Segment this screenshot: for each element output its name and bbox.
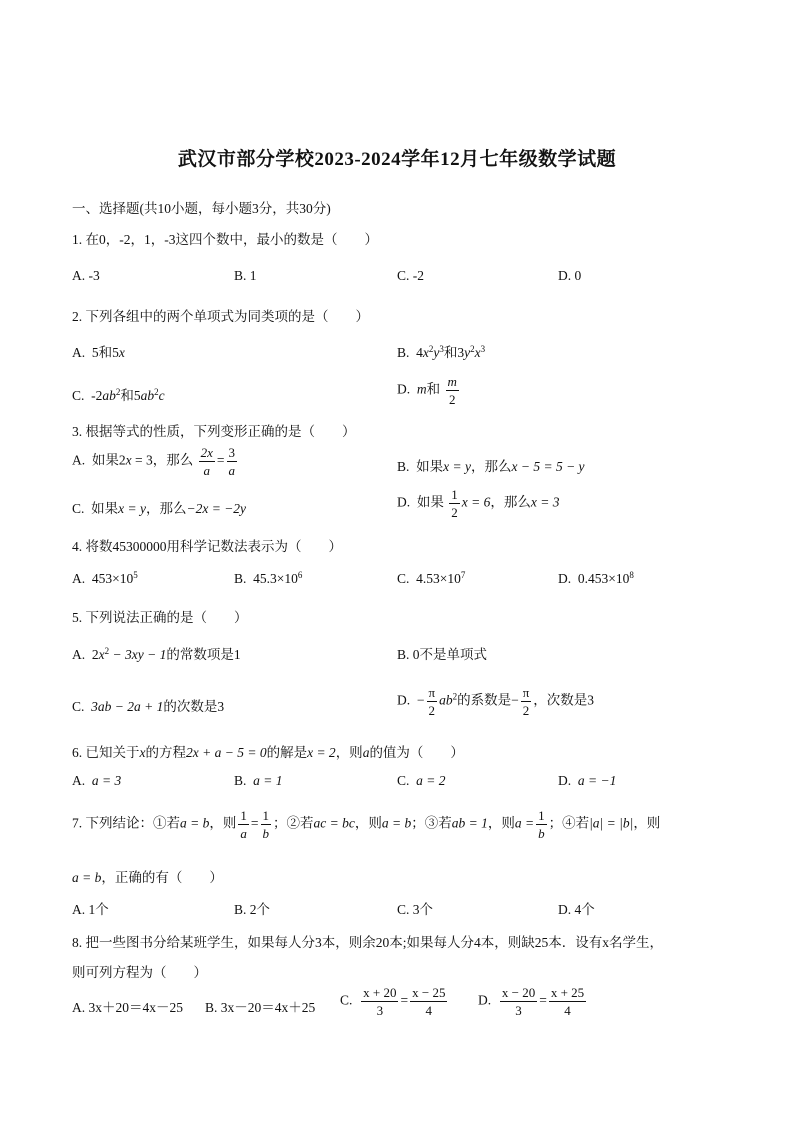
q8-option-c [340, 986, 449, 1017]
fraction [549, 986, 586, 1017]
option-text: 和5 [120, 388, 141, 403]
math-expr: 2x + a − 5 = 0 [186, 745, 267, 760]
math-exp: 2 [452, 691, 458, 702]
question-7-stem [72, 809, 660, 840]
numerator: 1 [451, 487, 458, 502]
q8-option-a: A. 3x＋20＝4x－25 [72, 1000, 183, 1015]
fraction [449, 488, 460, 519]
denominator: 4 [425, 1003, 433, 1018]
q6-option-c [397, 773, 446, 789]
option-text: 的系数是− [457, 692, 519, 708]
math-var: ab [102, 388, 116, 403]
option-label: A. [72, 647, 86, 662]
numerator: x + 25 [550, 985, 585, 1000]
question-4-stem: 4. 将数45300000用科学记数法表示为（ ） [72, 539, 342, 554]
q6-option-a [72, 773, 121, 789]
option-text: 的次数是3 [163, 699, 225, 714]
numerator: 1 [538, 808, 545, 823]
q1-option-a: A. -3 [72, 268, 100, 283]
option-label: A. [72, 571, 86, 586]
math-expr: ac = bc [313, 815, 355, 831]
fraction [521, 686, 532, 717]
fraction [227, 446, 238, 477]
q4-option-b [234, 571, 302, 587]
math-expr: 453×10 [91, 571, 134, 586]
math-exp: 3 [480, 344, 486, 354]
option-label: D. [397, 381, 411, 397]
q3-option-b [397, 455, 585, 475]
denominator: a [240, 826, 247, 841]
denominator: b [538, 826, 545, 841]
math-expr: 0.453×10 [577, 571, 630, 586]
option-label: D. [558, 773, 572, 788]
math-expr: a = 3 [91, 773, 122, 788]
option-label: D. [478, 992, 492, 1008]
math-expr: 3ab − 2a + 1 [91, 699, 164, 714]
math-expr: a = −1 [577, 773, 617, 788]
denominator: 2 [451, 505, 458, 520]
math-exp: 5 [133, 570, 138, 580]
option-text: = 3，那么 [135, 452, 194, 468]
q7-option-d: D. 4个 [558, 902, 595, 917]
option-label: C. [72, 388, 85, 403]
q5-option-b: B. 0不是单项式 [397, 647, 488, 662]
q6-option-b [234, 773, 283, 789]
option-label: C. [72, 699, 85, 714]
section-heading: 一、选择题(共10小题，每小题3分，共30分) [72, 201, 331, 216]
math-op: = [400, 992, 409, 1008]
option-text: 如果 [416, 459, 444, 474]
option-text: 如果 [91, 501, 119, 516]
math-expr: a = 1 [253, 773, 283, 788]
fraction [500, 986, 537, 1017]
option-label: D. [558, 571, 572, 586]
math-op: = [539, 992, 547, 1008]
q2-option-d [397, 375, 461, 406]
question-5-stem: 5. 下列说法正确的是（ ） [72, 610, 248, 625]
math-expr: −2x = −2y [186, 501, 247, 516]
stem-text: ，正确的有（ ） [101, 870, 223, 885]
option-label: A. [72, 345, 86, 360]
q3-option-c [72, 497, 246, 517]
fraction [446, 375, 459, 406]
option-text: ，次数是3 [533, 692, 595, 708]
q5-option-c [72, 695, 224, 715]
math-exp: 3 [439, 344, 444, 354]
q4-option-a [72, 571, 138, 587]
math-exp: 2 [470, 344, 475, 354]
numerator: π [522, 685, 530, 700]
q5-option-d [397, 686, 594, 717]
numerator: 3 [228, 445, 236, 460]
stem-text: ；②若 [273, 815, 314, 831]
stem-text: ，则 [209, 815, 237, 831]
question-8-stem: 8. 把一些图书分给某班学生，如果每人分3本，则余20本;如果每人分4本，则缺25本．设有x名学生， [72, 935, 663, 950]
math-coef: 4 [416, 345, 423, 360]
stem-text: ；③若 [411, 815, 452, 831]
math-coef: -2 [91, 388, 103, 403]
stem-text: ，则 [487, 815, 515, 831]
denominator: 2 [428, 703, 436, 718]
math-var: x [139, 745, 146, 760]
math-var: ab [140, 388, 155, 403]
numerator: x − 20 [501, 985, 536, 1000]
math-expr: x = 3 [530, 494, 560, 510]
q1-option-b: B. 1 [234, 268, 257, 283]
page-title: 武汉市部分学校2023-2024学年12月七年级数学试题 [177, 149, 617, 170]
math-expr: a = b [381, 815, 412, 831]
stem-text: ；④若 [548, 815, 590, 831]
q8-option-b: B. 3x－20＝4x＋25 [205, 1000, 316, 1015]
q4-option-c [397, 571, 465, 587]
option-label: B. [234, 773, 247, 788]
math-expr: a = [514, 815, 535, 831]
stem-text: ，则 [354, 815, 382, 831]
math-exp: 7 [460, 570, 466, 580]
fraction [199, 446, 215, 477]
fraction [427, 686, 438, 717]
math-op: = [250, 815, 259, 831]
option-label: B. [397, 459, 410, 474]
math-var: x [118, 345, 125, 360]
option-text: 和3 [443, 345, 465, 360]
math-expr: x = 6 [461, 494, 491, 510]
option-label: B. [397, 345, 410, 360]
math-exp: 8 [629, 570, 634, 580]
denominator: a [228, 463, 236, 478]
q7-option-b: B. 2个 [234, 902, 271, 917]
q5-option-a [72, 643, 241, 663]
stem-text: 的解是 [266, 745, 308, 760]
question-2-stem: 2. 下列各组中的两个单项式为同类项的是（ ） [72, 309, 369, 324]
math-expr: a = 2 [416, 773, 446, 788]
math-expr: x = y [118, 501, 146, 516]
stem-text: 7. 下列结论：①若 [72, 815, 180, 831]
numerator: 2x [200, 445, 213, 460]
math-expr: 45.3×10 [253, 571, 298, 586]
question-6-stem [72, 741, 464, 761]
math-expr: a = b [72, 870, 102, 885]
option-label: D. [397, 494, 411, 510]
fraction [361, 986, 398, 1017]
q1-option-d: D. 0 [558, 268, 582, 283]
numerator: m [447, 374, 457, 389]
math-var: a [362, 745, 370, 760]
math-var: ab [439, 692, 453, 708]
math-exp: 2 [428, 344, 434, 354]
denominator: 3 [376, 1003, 384, 1018]
q7-option-c: C. 3个 [397, 902, 434, 917]
math-expr: x = y [443, 459, 471, 474]
math-expr: x − 5 = 5 − y [511, 459, 585, 474]
math-exp: 2 [154, 387, 159, 397]
math-expr: − 3xy − 1 [109, 647, 167, 662]
math-expr: a = b [180, 815, 210, 831]
math-op: = [216, 452, 225, 468]
option-label: D. [397, 692, 411, 708]
option-text: ，那么 [470, 459, 512, 474]
option-text: 如果2 [91, 452, 126, 468]
q2-option-c [72, 384, 165, 404]
numerator: x + 20 [363, 985, 397, 1000]
question-3-stem: 3. 根据等式的性质，下列变形正确的是（ ） [72, 424, 356, 439]
q6-option-d [558, 773, 616, 789]
option-label: B. [234, 571, 247, 586]
math-exp: 2 [104, 646, 110, 656]
q2-option-a [72, 341, 125, 361]
option-label: A. [72, 773, 86, 788]
math-expr: |a| = |b| [589, 815, 634, 831]
q4-option-d [558, 571, 634, 587]
q3-option-d [397, 488, 559, 519]
stem-text: ，则 [335, 745, 363, 760]
math-expr: ab = 1 [451, 815, 488, 831]
stem-text: 6. 已知关于 [72, 745, 140, 760]
math-expr: 4.53×10 [416, 571, 461, 586]
option-text: 如果 [416, 494, 444, 510]
math-var: x [422, 345, 429, 360]
q2-option-b [397, 341, 485, 361]
fraction [536, 809, 547, 840]
option-label: C. [72, 501, 85, 516]
fraction [410, 986, 447, 1017]
option-text: 的常数项是1 [166, 647, 241, 662]
math-exp: 2 [115, 387, 121, 397]
numerator: 1 [240, 808, 247, 823]
numerator: 1 [262, 808, 269, 823]
math-expr: x = 2 [307, 745, 336, 760]
q8-option-d [478, 986, 588, 1017]
option-text: 5和5 [91, 345, 119, 360]
denominator: 2 [448, 392, 456, 407]
option-text: ，那么 [145, 501, 187, 516]
option-label: C. [397, 773, 410, 788]
denominator: 4 [564, 1003, 571, 1018]
numerator: x − 25 [412, 985, 446, 1000]
math-var: x [125, 452, 132, 468]
option-text: 和 [426, 381, 441, 397]
math-var: y [433, 345, 440, 360]
stem-text: ，则 [633, 815, 661, 831]
math-var: c [158, 388, 165, 403]
option-label: A. [72, 452, 86, 468]
math-exp: 6 [297, 570, 303, 580]
q7-option-a: A. 1个 [72, 902, 109, 917]
q3-option-a [72, 446, 239, 477]
denominator: 3 [515, 1003, 522, 1018]
math-var: x [98, 647, 105, 662]
math-coef: 2 [91, 647, 99, 662]
fraction [238, 809, 249, 840]
q1-option-c: C. -2 [397, 268, 424, 283]
fraction [261, 809, 272, 840]
stem-text: 的值为（ ） [369, 745, 464, 760]
math-var: x [474, 345, 481, 360]
denominator: 2 [522, 703, 530, 718]
math-var: y [464, 345, 471, 360]
option-label: C. [397, 571, 410, 586]
denominator: a [203, 463, 211, 478]
question-8-stem-line2: 则可列方程为（ ） [72, 965, 207, 980]
option-label: C. [340, 992, 353, 1008]
stem-text: 的方程 [145, 745, 186, 760]
question-7-stem-line2 [72, 866, 223, 886]
denominator: b [262, 826, 269, 841]
math-var: m [416, 381, 427, 397]
question-1-stem: 1. 在0，-2，1，-3这四个数中，最小的数是（ ） [72, 232, 378, 247]
numerator: π [428, 685, 436, 700]
option-text: ，那么 [490, 494, 531, 510]
math-op: − [416, 692, 425, 708]
